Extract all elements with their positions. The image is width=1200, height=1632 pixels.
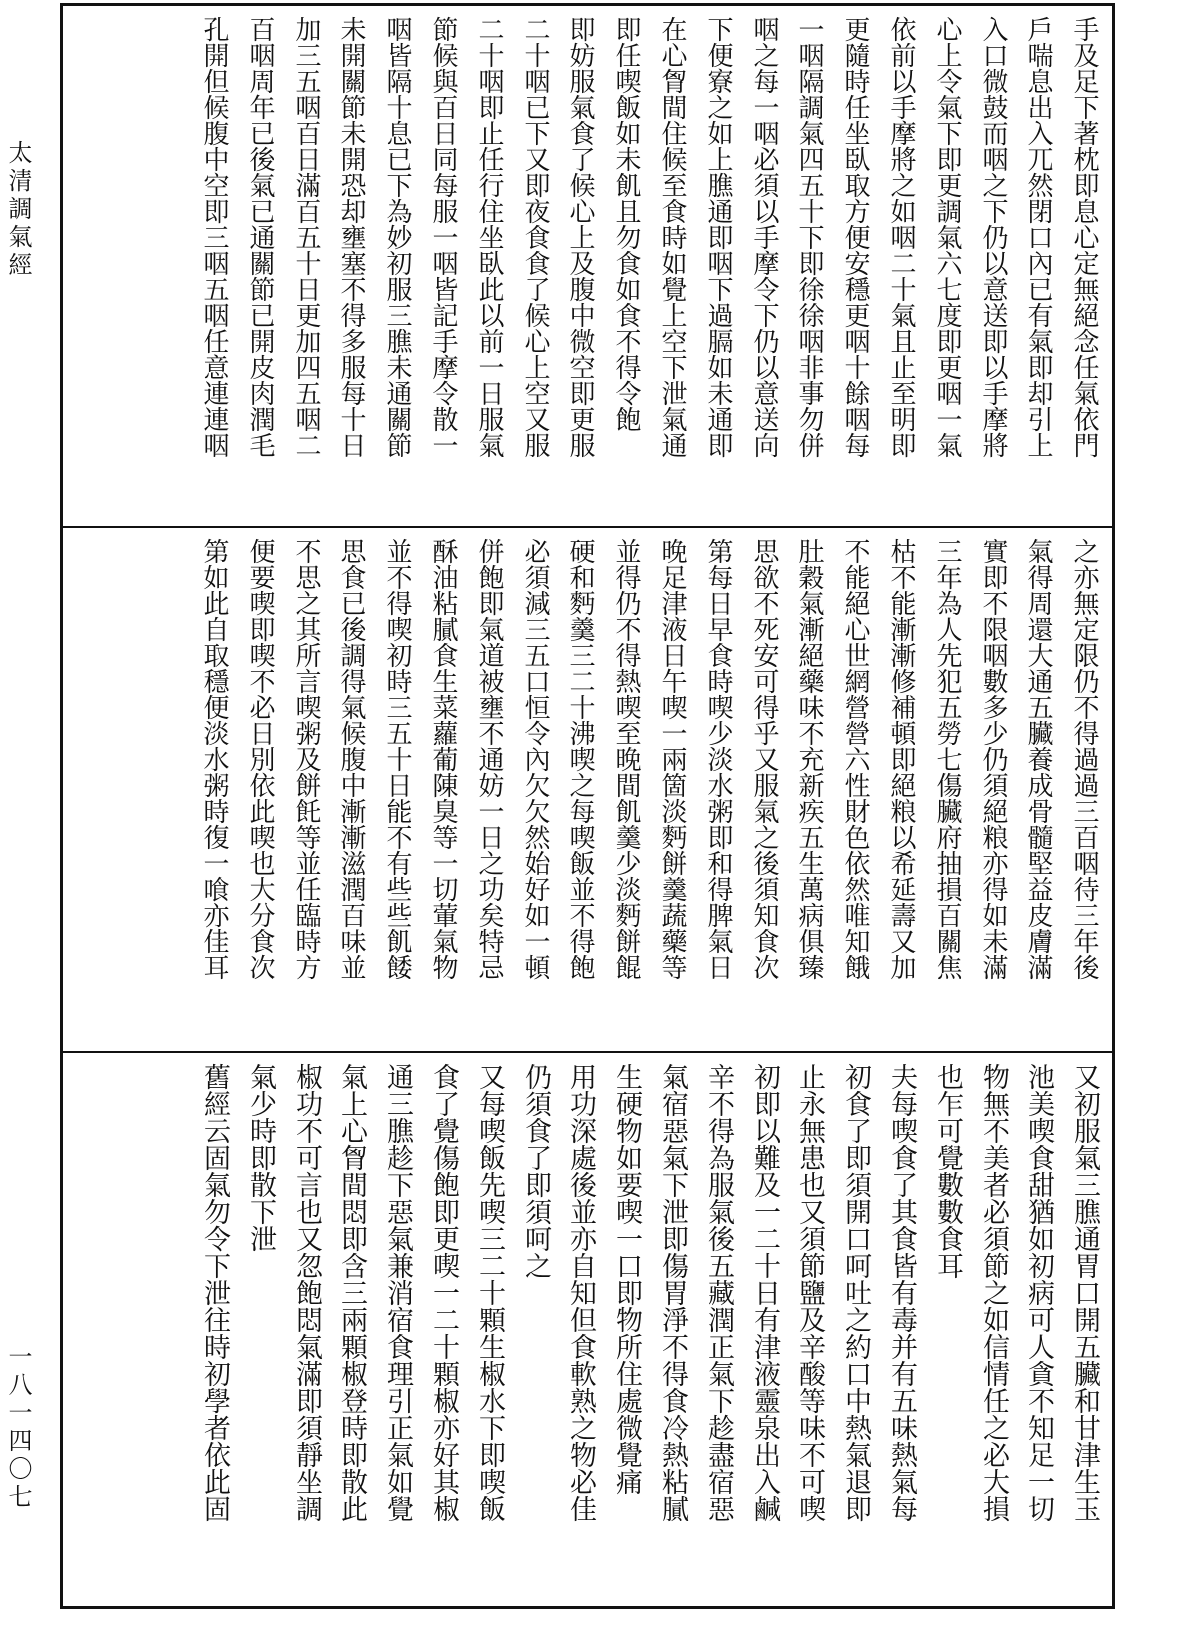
text-column: 氣得周還大通五臟養成骨髓堅益皮膚滿 xyxy=(1023,538,1053,980)
text-column: 併飽即氣道被壅不通妨一日之功矣特忌 xyxy=(474,538,504,980)
text-column: 未開關節未開恐却壅塞不得多服每十日 xyxy=(336,16,366,458)
text-column: 辛不得為服氣後五藏潤正氣下趁盡宿惡 xyxy=(703,1063,734,1522)
text-column: 止永無患也又須節鹽及辛酸等味不可喫 xyxy=(794,1063,825,1522)
text-panel-bottom xyxy=(63,1051,1112,1606)
text-column: 第如此自取穩便淡水粥時復一喰亦佳耳 xyxy=(199,538,229,980)
text-column: 思食已後調得氣候腹中漸漸滋潤百味並 xyxy=(336,538,366,980)
text-column: 硬和麪羹三二十沸喫之每喫飯並不得飽 xyxy=(565,538,595,980)
text-column: 通三膲趁下惡氣兼消宿食理引正氣如覺 xyxy=(382,1063,413,1522)
text-column: 用功深處後並亦自知但食軟熟之物必佳 xyxy=(565,1063,596,1522)
text-column: 枯不能漸漸修補頓即絕粮以希延壽又加 xyxy=(886,538,916,980)
text-column: 不思之其所言喫粥及餅飥等並任臨時方 xyxy=(291,538,321,980)
book-title-margin: 太清調氣經 xyxy=(4,140,32,280)
text-column: 更隨時任坐臥取方便安穩更咽十餘咽每 xyxy=(840,16,870,458)
page-number-margin: 一八一四〇七 xyxy=(4,1344,32,1512)
text-column: 二十咽即止任行住坐臥此以前一日服氣 xyxy=(474,16,504,458)
text-column: 也乍可覺數數食耳 xyxy=(932,1063,963,1279)
text-column: 入口微鼓而咽之下仍以意送即以手摩將 xyxy=(978,16,1008,458)
text-column: 實即不限咽數多少仍須絕粮亦得如未滿 xyxy=(978,538,1008,980)
text-column: 手及足下著枕即息心定無絕念任氣依門 xyxy=(1069,16,1099,458)
text-column: 咽之每一咽必須以手摩令下仍以意送向 xyxy=(749,16,779,458)
text-column: 氣上心胷間悶即含三兩顆椒登時即散此 xyxy=(336,1063,367,1522)
text-column: 思欲不死安可得乎又服氣之後須知食次 xyxy=(749,538,779,980)
text-column: 下便寮之如上膲通即咽下過膈如未通即 xyxy=(703,16,733,458)
text-column: 生硬物如要喫一口即物所住處微覺痛 xyxy=(611,1063,642,1495)
text-column: 咽皆隔十息已下為妙初服三膲未通關節 xyxy=(382,16,412,458)
text-column: 舊經云固氣勿令下泄往時初學者依此固 xyxy=(199,1063,230,1522)
text-column: 即任喫飯如未飢且勿食如食不得令飽 xyxy=(611,16,641,432)
text-column: 便要喫即喫不必日別依此喫也大分食次 xyxy=(245,538,275,980)
text-column: 夫每喫食了其食皆有毒并有五味熱氣每 xyxy=(886,1063,917,1522)
text-column: 之亦無定限仍不得過過三百咽待三年後 xyxy=(1069,538,1099,980)
text-column: 酥油粘膩食生菜蘿葡陳臭等一切葷氣物 xyxy=(428,538,458,980)
text-column: 一咽隔調氣四五十下即徐徐咽非事勿併 xyxy=(794,16,824,458)
text-column: 並得仍不得熱喫至晚間飢羹少淡麪餅餛 xyxy=(611,538,641,980)
text-column: 初食了即須開口呵吐之約口中熱氣退即 xyxy=(840,1063,871,1522)
text-column: 二十咽已下又即夜食食了候心上空又服 xyxy=(520,16,550,458)
text-column: 必須減三五口恒令內欠欠然始好如一頓 xyxy=(520,538,550,980)
text-column: 食了覺傷飽即更喫一二十顆椒亦好其椒 xyxy=(428,1063,459,1522)
text-column: 孔開但候腹中空即三咽五咽任意連連咽 xyxy=(199,16,229,458)
text-column: 氣少時即散下泄 xyxy=(245,1063,276,1252)
text-column: 第每日早食時喫少淡水粥即和得脾氣日 xyxy=(703,538,733,980)
text-column: 初即以難及一二十日有津液靈泉出入鹹 xyxy=(749,1063,780,1522)
text-panel-top xyxy=(63,6,1112,526)
text-column: 百咽周年已後氣已通關節已開皮肉潤毛 xyxy=(245,16,275,458)
text-column: 池美喫食甜猶如初病可人貪不知足一切 xyxy=(1023,1063,1054,1522)
page-frame xyxy=(60,3,1115,1609)
text-column: 仍須食了即須呵之 xyxy=(520,1063,551,1279)
text-column: 依前以手摩將之如咽二十氣且止至明即 xyxy=(886,16,916,458)
text-column: 又每喫飯先喫三二十顆生椒水下即喫飯 xyxy=(474,1063,505,1522)
text-column: 肚穀氣漸絕藥味不充新疾五生萬病俱臻 xyxy=(794,538,824,980)
text-column: 不能絕心世網營營六性財色依然唯知餓 xyxy=(840,538,870,980)
text-column: 戶喘息出入兀然閉口內已有氣即却引上 xyxy=(1023,16,1053,458)
text-column: 即妨服氣食了候心上及腹中微空即更服 xyxy=(565,16,595,458)
text-column: 並不得喫初時三五十日能不有些些飢餧 xyxy=(382,538,412,980)
text-column: 加三五咽百日滿百五十日更加四五咽二 xyxy=(291,16,321,458)
text-column: 在心胷間住候至食時如覺上空下泄氣通 xyxy=(657,16,687,458)
text-column: 心上令氣下即更調氣六七度即更咽一氣 xyxy=(932,16,962,458)
text-column: 椒功不可言也又忽飽悶氣滿即須靜坐調 xyxy=(291,1063,322,1522)
text-column: 氣宿惡氣下泄即傷胃淨不得食冷熱粘膩 xyxy=(657,1063,688,1522)
text-column: 節候與百日同每服一咽皆記手摩令散一 xyxy=(428,16,458,458)
text-column: 三年為人先犯五勞七傷臟府抽損百關焦 xyxy=(932,538,962,980)
text-column: 又初服氣三膲通胃口開五臟和甘津生玉 xyxy=(1069,1063,1100,1522)
text-column: 物無不美者必須節之如信情任之必大損 xyxy=(978,1063,1009,1522)
text-panel-middle xyxy=(63,526,1112,1051)
text-column: 晚足津液日午喫一兩箇淡麪餅羹蔬藥等 xyxy=(657,538,687,980)
